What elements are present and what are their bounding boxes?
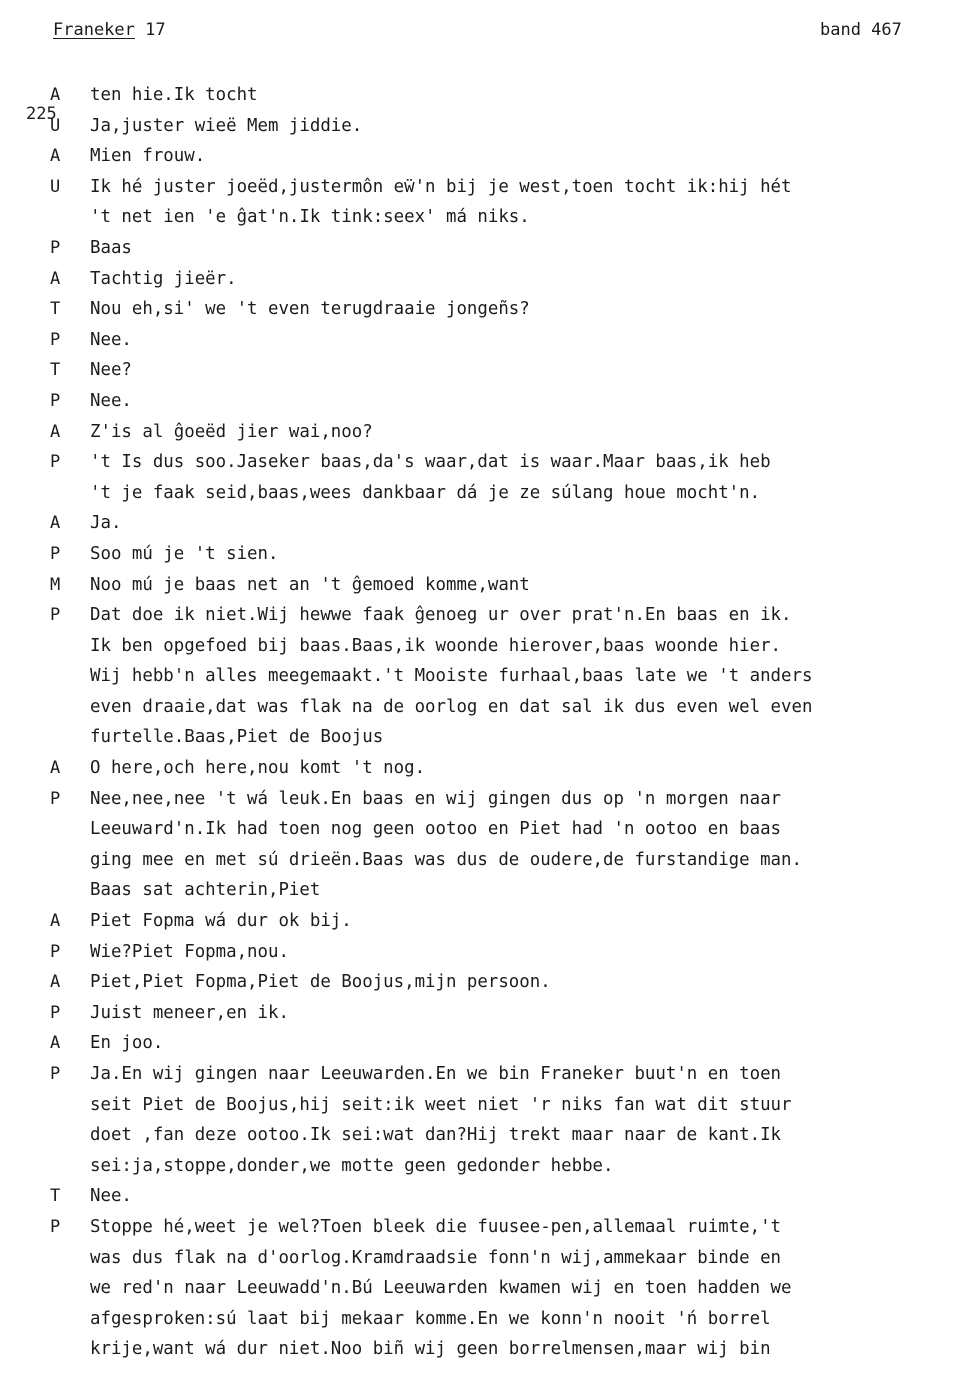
speaker-label: A bbox=[50, 85, 61, 105]
text-line: Mien frouw. bbox=[90, 146, 206, 167]
speaker-label: P bbox=[50, 605, 61, 626]
text-line: 't Is dus soo.Jaseker baas,da's waar,dat is waar.Maar baas,ik heb bbox=[90, 452, 771, 473]
turn-text bbox=[90, 141, 965, 172]
text-line: Z'is al ĝoeëd jier wai,noo? bbox=[90, 421, 373, 442]
turn-text bbox=[90, 355, 965, 386]
turn-text bbox=[90, 264, 965, 295]
dialogue-turn bbox=[50, 570, 965, 601]
text-line: Nee. bbox=[90, 1186, 132, 1207]
speaker-label: A bbox=[50, 421, 61, 442]
text-line: Nee,nee,nee 't wá leuk.En baas en wij gingen dus op 'n morgen naar bbox=[90, 788, 782, 809]
dialogue-turn bbox=[50, 998, 965, 1029]
text-line: Nou eh,si' we 't even terugdraaie jongeñs? bbox=[90, 299, 530, 320]
speaker-label: M bbox=[50, 574, 61, 595]
speaker-label: T bbox=[50, 299, 61, 320]
speaker-label: P bbox=[50, 941, 61, 962]
dialogue-turn bbox=[50, 294, 965, 325]
speaker-label: A bbox=[50, 146, 61, 167]
text-line: O here,och here,nou komt 't nog. bbox=[90, 758, 426, 779]
page-header-left bbox=[53, 20, 166, 40]
speaker-label: A bbox=[50, 972, 61, 993]
text-line: Piet,Piet Fopma,Piet de Boojus,mijn persoon. bbox=[90, 972, 551, 993]
speaker-label: P bbox=[50, 788, 61, 809]
turn-text bbox=[90, 1028, 965, 1059]
turn-text bbox=[90, 570, 965, 601]
text-line: Nee. bbox=[90, 329, 132, 350]
text-line: furtelle.Baas,Piet de Boojus bbox=[90, 727, 384, 748]
place-name: Franeker bbox=[53, 20, 135, 40]
turn-text bbox=[90, 1059, 965, 1181]
speaker-label: P bbox=[50, 452, 61, 473]
text-line: was dus flak na d'oorlog.Kramdraadsie fonn'n wij,ammekaar binde en bbox=[90, 1247, 782, 1268]
text-line: sei:ja,stoppe,donder,we motte geen gedonder hebbe. bbox=[90, 1155, 614, 1176]
turn-text bbox=[90, 784, 965, 906]
dialogue-turn bbox=[50, 141, 965, 172]
turn-text bbox=[90, 600, 965, 753]
dialogue-turn bbox=[50, 1212, 965, 1365]
speaker-label: A bbox=[50, 268, 61, 289]
dialogue-turn bbox=[50, 417, 965, 448]
turn-text bbox=[90, 386, 965, 417]
speaker-label: T bbox=[50, 1186, 61, 1207]
text-line: Leeuward'n.Ik had toen nog geen ootoo en Piet had 'n ootoo en baas bbox=[90, 819, 782, 840]
dialogue-turn bbox=[50, 264, 965, 295]
dialogue-turn bbox=[50, 1028, 965, 1059]
text-line: Soo mú je 't sien. bbox=[90, 543, 279, 564]
turn-text bbox=[90, 172, 965, 233]
text-line: Juist meneer,en ik. bbox=[90, 1002, 289, 1023]
speaker-label: P bbox=[50, 1064, 61, 1084]
text-line: Stoppe hé,weet je wel?Toen bleek die fuusee-pen,allemaal ruimte,'t bbox=[90, 1216, 782, 1237]
turn-text bbox=[90, 325, 965, 356]
transcript-body bbox=[50, 80, 965, 1365]
turn-text bbox=[90, 447, 965, 508]
dialogue-turn bbox=[50, 111, 965, 142]
band-label: band 467 bbox=[820, 20, 902, 40]
text-line: Wij hebb'n alles meegemaakt.'t Mooiste furhaal,baas late we 't anders bbox=[90, 666, 813, 687]
text-line: 't net ien 'e ĝat'n.Ik tink:seex' má niks. bbox=[90, 207, 530, 228]
speaker-label: P bbox=[50, 390, 61, 411]
text-line: afgesproken:sú laat bij mekaar komme.En we konn'n nooit 'ń borrel bbox=[90, 1308, 771, 1329]
speaker-label: P bbox=[50, 329, 61, 350]
turn-text bbox=[90, 508, 965, 539]
margin-number: 225 bbox=[26, 104, 57, 124]
turn-text bbox=[90, 417, 965, 448]
text-line: Noo mú je baas net an 't ĝemoed komme,want bbox=[90, 574, 530, 595]
dialogue-turn bbox=[50, 967, 965, 998]
dialogue-turn bbox=[50, 937, 965, 968]
text-line: Piet Fopma wá dur ok bij. bbox=[90, 911, 352, 932]
turn-text bbox=[90, 233, 965, 264]
speaker-label: A bbox=[50, 513, 61, 534]
text-line: Wie?Piet Fopma,nou. bbox=[90, 941, 289, 962]
dialogue-turn bbox=[50, 784, 965, 906]
text-line: Ik hé juster joeëd,justermôn eẅ'n bij je west,toen tocht ik:hij hét bbox=[90, 176, 792, 197]
turn-text bbox=[90, 80, 965, 111]
speaker-label: P bbox=[50, 237, 61, 258]
text-line: En joo. bbox=[90, 1033, 164, 1054]
speaker-label: A bbox=[50, 1033, 61, 1054]
dialogue-turn bbox=[50, 1181, 965, 1212]
text-line: Ja.En wij gingen naar Leeuwarden.En we bin Franeker buut'n en toen bbox=[90, 1064, 782, 1084]
speaker-label: P bbox=[50, 1216, 61, 1237]
turn-text bbox=[90, 294, 965, 325]
turn-text bbox=[90, 998, 965, 1029]
text-line: krije,want wá dur niet.Noo biñ wij geen borrelmensen,maar wij bin bbox=[90, 1339, 771, 1360]
text-line: Ik ben opgefoed bij baas.Baas,ik woonde hierover,baas woonde hier. bbox=[90, 635, 782, 656]
page-number: 17 bbox=[145, 20, 166, 40]
turn-text bbox=[90, 937, 965, 968]
text-line: doet ,fan deze ootoo.Ik sei:wat dan?Hij trekt maar naar de kant.Ik bbox=[90, 1125, 782, 1146]
turn-text bbox=[90, 111, 965, 142]
dialogue-turn bbox=[50, 325, 965, 356]
text-line: Ja. bbox=[90, 513, 122, 534]
text-line: even draaie,dat was flak na de oorlog en dat sal ik dus even wel even bbox=[90, 696, 813, 717]
text-line: Dat doe ik niet.Wij hewwe faak ĝenoeg ur over prat'n.En baas en ik. bbox=[90, 605, 792, 626]
text-line: seit Piet de Boojus,hij seit:ik weet niet 'r niks fan wat dit stuur bbox=[90, 1094, 792, 1115]
turn-text bbox=[90, 1181, 965, 1212]
speaker-label: U bbox=[50, 176, 61, 197]
text-line: Ja,juster wieë Mem jiddie. bbox=[90, 115, 363, 136]
dialogue-turn bbox=[50, 539, 965, 570]
dialogue-turn bbox=[50, 753, 965, 784]
text-line: we red'n naar Leeuwadd'n.Bú Leeuwarden kwamen wij en toen hadden we bbox=[90, 1278, 792, 1299]
text-line: ten hie.Ik tocht bbox=[90, 85, 258, 105]
turn-text bbox=[90, 753, 965, 784]
dialogue-turn bbox=[50, 600, 965, 753]
text-line: 't je faak seid,baas,wees dankbaar dá je ze súlang houe mocht'n. bbox=[90, 482, 761, 503]
turn-text bbox=[90, 967, 965, 998]
text-line: ging mee en met sú drieën.Baas was dus de oudere,de furstandige man. bbox=[90, 849, 802, 870]
speaker-label: A bbox=[50, 758, 61, 779]
dialogue-turn bbox=[50, 355, 965, 386]
text-line: Nee. bbox=[90, 390, 132, 411]
turn-text bbox=[90, 906, 965, 937]
dialogue-turn bbox=[50, 508, 965, 539]
speaker-label: A bbox=[50, 911, 61, 932]
text-line: Nee? bbox=[90, 360, 132, 381]
speaker-label: P bbox=[50, 543, 61, 564]
dialogue-turn bbox=[50, 1059, 965, 1181]
text-line: Tachtig jieër. bbox=[90, 268, 237, 289]
turn-text bbox=[90, 539, 965, 570]
turn-text bbox=[90, 1212, 965, 1365]
speaker-label: U bbox=[50, 115, 61, 136]
dialogue-turn bbox=[50, 906, 965, 937]
text-line: Baas sat achterin,Piet bbox=[90, 880, 321, 901]
dialogue-turn bbox=[50, 233, 965, 264]
dialogue-turn bbox=[50, 80, 965, 111]
dialogue-turn bbox=[50, 386, 965, 417]
speaker-label: T bbox=[50, 360, 61, 381]
dialogue-turn bbox=[50, 447, 965, 508]
text-line: Baas bbox=[90, 237, 132, 258]
dialogue-turn bbox=[50, 172, 965, 233]
speaker-label: P bbox=[50, 1002, 61, 1023]
